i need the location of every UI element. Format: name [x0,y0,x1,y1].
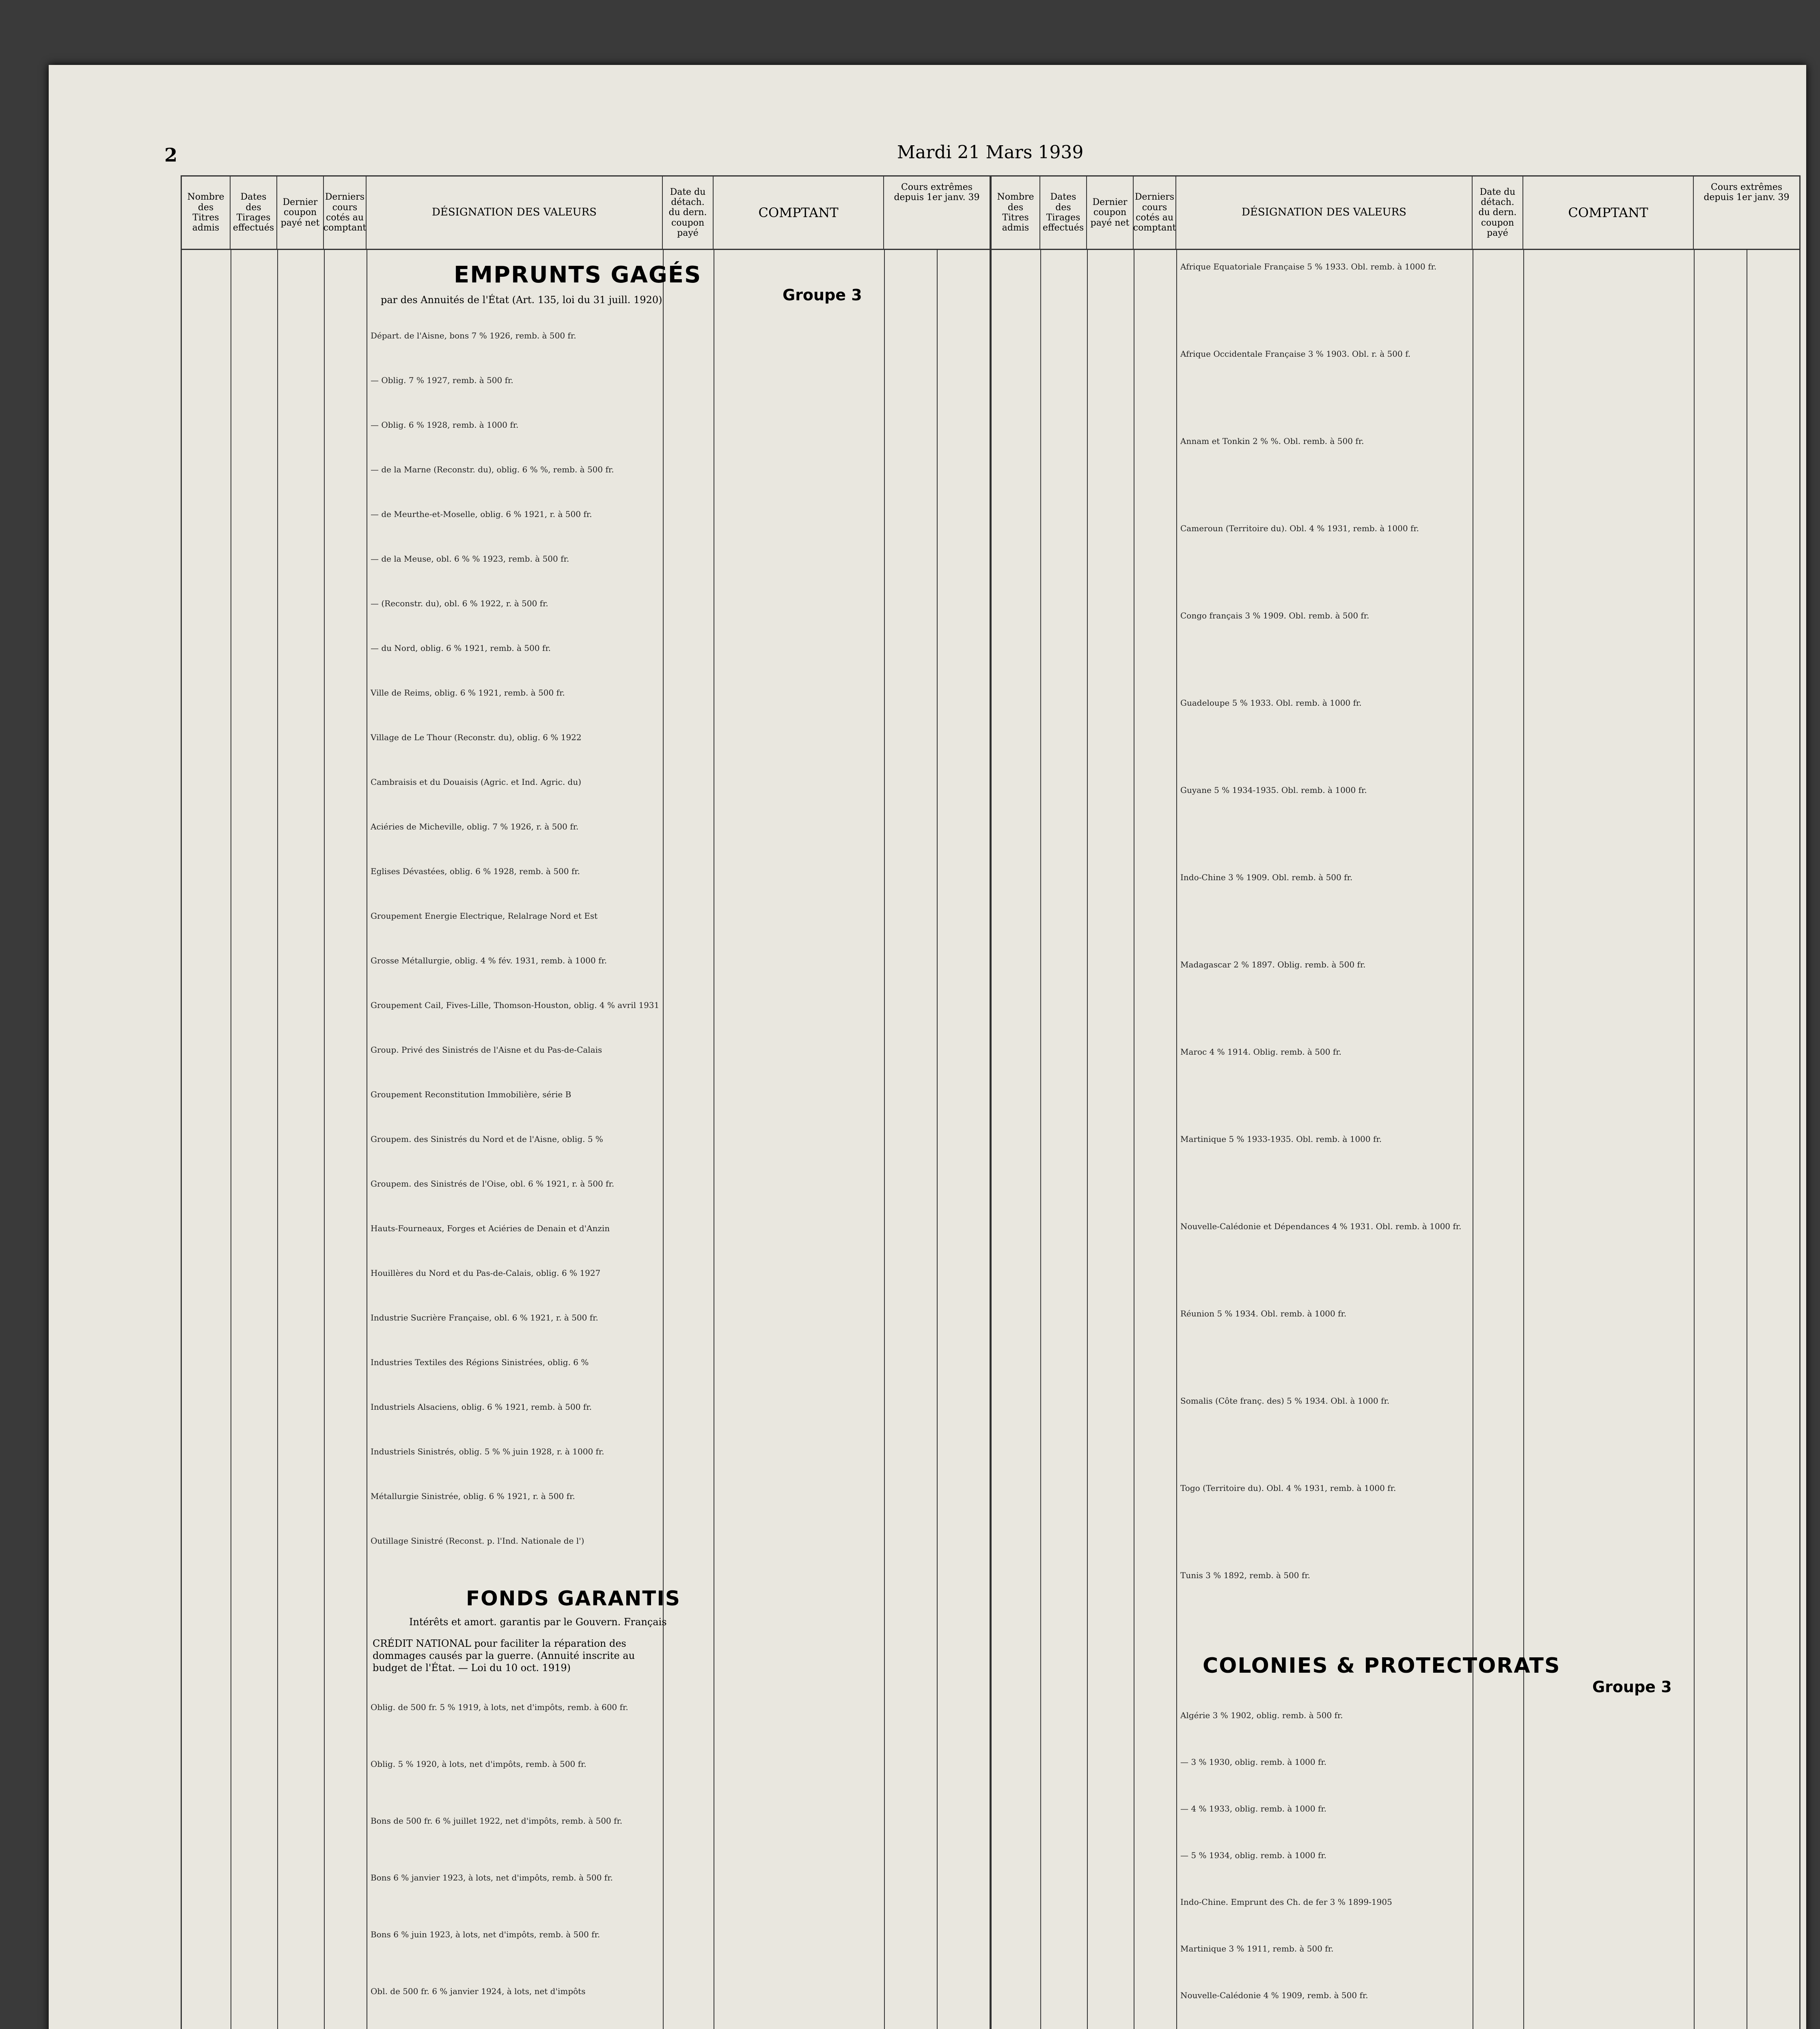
listing-entry: Grosse Métallurgie, oblig. 4 % fév. 1931, remb. à 1000 fr. [371,956,607,965]
listing-entry: Tunis 3 % 1892, remb. à 500 fr. [1180,1570,1310,1580]
listing-entry: Madagascar 2 % 1897. Oblig. remb. à 500 fr. [1180,960,1366,969]
listing-entry: — 4 % 1933, oblig. remb. à 1000 fr. [1180,1804,1327,1814]
header-comptant: COMPTANT [714,177,884,249]
listing-entry: Industriels Alsaciens, oblig. 6 % 1921, remb. à 500 fr. [371,1402,592,1412]
listing-entry: — de Meurthe-et-Moselle, oblig. 6 % 1921, r. à 500 fr. [371,509,592,519]
listing-entry: Guadeloupe 5 % 1933. Obl. remb. à 1000 fr. [1180,698,1362,708]
listing-entry: Group. Privé des Sinistrés de l'Aisne et du Pas-de-Calais [371,1045,602,1055]
header-date-detach-right: Date du détach. du dern. coupon payé [1473,177,1523,249]
section-subtitle-emprunts: par des Annuités de l'État (Art. 135, loi du 31 juill. 1920) [381,294,662,306]
header-derniers-cours-right: Derniers cours cotés au comptant [1134,177,1176,249]
credit-national-note: CRÉDIT NATIONAL pour faciliter la réparation des dommages causés par la guerre. (Annuité inscrite au budget de l'État. — Loi du 10 oct. 1919) [373,1638,635,1674]
listing-entry: Groupem. des Sinistrés de l'Oise, obl. 6 % 1921, r. à 500 fr. [371,1179,615,1189]
listing-entry: Annam et Tonkin 2 % %. Obl. remb. à 500 fr. [1180,436,1364,446]
right-table [990,175,1801,2029]
listing-entry: — du Nord, oblig. 6 % 1921, remb. à 500 fr. [371,643,551,653]
section-title-emprunts: EMPRUNTS GAGÉS [454,262,702,288]
listing-entry: Groupement Cail, Fives-Lille, Thomson-Houston, oblig. 4 % avril 1931 [371,1000,660,1010]
section-title-colonies: COLONIES & PROTECTORATS [1203,1654,1561,1678]
listing-entry: — 3 % 1930, oblig. remb. à 1000 fr. [1180,1757,1327,1767]
header-designation: DÉSIGNATION DES VALEURS [367,177,663,249]
header-derniers-cours: Derniers cours cotés au comptant [324,177,367,249]
listing-entry: Bons 6 % janvier 1923, à lots, net d'impôts, remb. à 500 fr. [371,1873,613,1883]
listing-entry: Industrie Sucrière Française, obl. 6 % 1921, r. à 500 fr. [371,1313,598,1323]
listing-entry: Guyane 5 % 1934-1935. Obl. remb. à 1000 fr. [1180,785,1367,795]
listing-entry: Nouvelle-Calédonie 4 % 1909, remb. à 500 fr. [1180,1990,1368,2000]
listing-entry: Groupem. des Sinistrés du Nord et de l'Aisne, oblig. 5 % [371,1134,603,1144]
listing-entry: Ville de Reims, oblig. 6 % 1921, remb. à 500 fr. [371,688,565,698]
header-comptant-right: COMPTANT [1523,177,1694,249]
left-table [181,175,991,2029]
listing-entry: Afrique Occidentale Française 3 % 1903. Obl. r. à 500 f. [1180,349,1411,359]
header-dates-right: Dates des Tirages effectués [1040,177,1087,249]
listing-entry: Outillage Sinistré (Reconst. p. l'Ind. Nationale de l') [371,1536,584,1546]
listing-entry: Martinique 3 % 1911, remb. à 500 fr. [1180,1944,1334,1954]
listing-entry: Houillères du Nord et du Pas-de-Calais, oblig. 6 % 1927 [371,1268,601,1278]
header-dates: Dates des Tirages effectués [231,177,277,249]
listing-entry: Groupement Energie Electrique, Relalrage Nord et Est [371,911,598,921]
groupe-label-left: Groupe 3 [783,286,862,304]
listing-entry: — 5 % 1934, oblig. remb. à 1000 fr. [1180,1850,1327,1860]
page-date: Mardi 21 Mars 1939 [897,142,1084,163]
listing-entry: — de la Meuse, obl. 6 % % 1923, remb. à 500 fr. [371,554,569,564]
listing-entry: Somalis (Côte franç. des) 5 % 1934. Obl. à 1000 fr. [1180,1396,1390,1406]
listing-entry: Départ. de l'Aisne, bons 7 % 1926, remb. à 500 fr. [371,331,576,340]
listing-entry: Groupement Reconstitution Immobilière, série B [371,1090,571,1099]
listing-entry: Industriels Sinistrés, oblig. 5 % % juin 1928, r. à 1000 fr. [371,1447,604,1456]
listing-entry: — Oblig. 7 % 1927, remb. à 500 fr. [371,375,513,385]
listing-entry: Village de Le Thour (Reconstr. du), oblig. 6 % 1922 [371,732,582,742]
header-cours-extremes: Cours extrêmes depuis 1er janv. 39 [894,182,980,203]
listing-entry: Bons 6 % juin 1923, à lots, net d'impôts, remb. à 500 fr. [371,1930,600,1939]
header-nombre-right: Nombre des Titres admis [992,177,1040,249]
listing-entry: Cameroun (Territoire du). Obl. 4 % 1931, remb. à 1000 fr. [1180,523,1419,533]
listing-entry: — (Reconstr. du), obl. 6 % 1922, r. à 500 fr. [371,599,548,608]
listing-entry: Industries Textiles des Régions Sinistrées, oblig. 6 % [371,1357,589,1367]
listing-entry: Réunion 5 % 1934. Obl. remb. à 1000 fr. [1180,1309,1347,1318]
header-date-detach: Date du détach. du dern. coupon payé [663,177,714,249]
listing-entry: Congo français 3 % 1909. Obl. remb. à 500 fr. [1180,611,1369,620]
listing-entry: Cambraisis et du Douaisis (Agric. et Ind. Agric. du) [371,777,582,787]
listing-entry: Indo-Chine 3 % 1909. Obl. remb. à 500 fr. [1180,872,1353,882]
listing-entry: Oblig. 5 % 1920, à lots, net d'impôts, remb. à 500 fr. [371,1759,587,1769]
listing-entry: Algérie 3 % 1902, oblig. remb. à 500 fr. [1180,1710,1343,1720]
listing-entry: Métallurgie Sinistrée, oblig. 6 % 1921, r. à 500 fr. [371,1491,575,1501]
header-designation-right: DÉSIGNATION DES VALEURS [1176,177,1473,249]
page-number: 2 [164,144,178,166]
listing-entry: Oblig. de 500 fr. 5 % 1919, à lots, net d'impôts, remb. à 600 fr. [371,1702,628,1712]
listing-entry: Maroc 4 % 1914. Oblig. remb. à 500 fr. [1180,1047,1341,1057]
groupe-label-right: Groupe 3 [1592,1678,1672,1696]
left-table-header [182,177,990,250]
listing-entry: Obl. de 500 fr. 6 % janvier 1924, à lots, net d'impôts [371,1986,586,1996]
listing-entry: Nouvelle-Calédonie et Dépendances 4 % 1931. Obl. remb. à 1000 fr. [1180,1221,1462,1231]
listing-entry: Togo (Territoire du). Obl. 4 % 1931, remb. à 1000 fr. [1180,1483,1396,1493]
right-table-header [992,177,1799,250]
listing-entry: — Oblig. 6 % 1928, remb. à 1000 fr. [371,420,519,430]
listing-entry: — de la Marne (Reconstr. du), oblig. 6 % %, remb. à 500 fr. [371,465,614,474]
listing-entry: Eglises Dévastées, oblig. 6 % 1928, remb. à 500 fr. [371,866,580,876]
listing-entry: Indo-Chine. Emprunt des Ch. de fer 3 % 1899-1905 [1180,1897,1392,1907]
header-dernier: Dernier coupon payé net [277,177,324,249]
header-cours-extremes-right: Cours extrêmes depuis 1er janv. 39 [1704,182,1790,203]
header-nombre: Nombre des Titres admis [182,177,231,249]
header-dernier-right: Dernier coupon payé net [1087,177,1134,249]
listing-entry: Hauts-Fourneaux, Forges et Aciéries de Denain et d'Anzin [371,1223,610,1233]
listing-entry: Aciéries de Micheville, oblig. 7 % 1926, r. à 500 fr. [371,822,579,831]
listing-entry: Martinique 5 % 1933-1935. Obl. remb. à 1000 fr. [1180,1134,1382,1144]
section-title-fonds: FONDS GARANTIS [466,1587,681,1610]
listing-entry: Afrique Equatoriale Française 5 % 1933. Obl. remb. à 1000 fr. [1180,262,1437,271]
section-subtitle-fonds: Intérêts et amort. garantis par le Gouvern. Français [409,1616,667,1628]
listing-entry: Bons de 500 fr. 6 % juillet 1922, net d'impôts, remb. à 500 fr. [371,1816,623,1826]
